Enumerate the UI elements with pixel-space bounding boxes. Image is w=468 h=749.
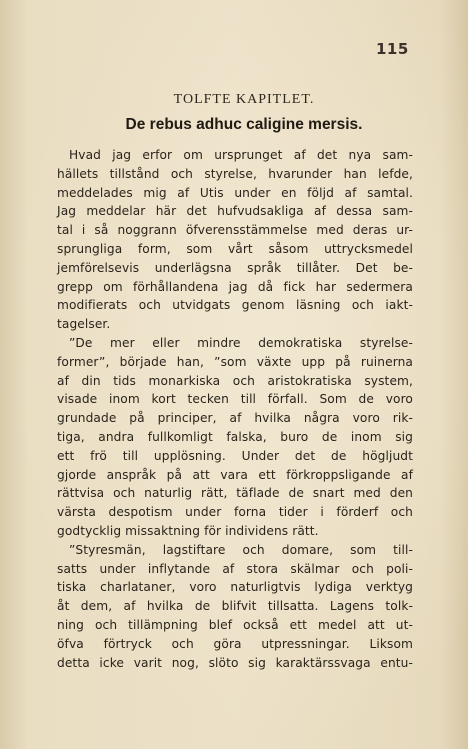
- text-line: tagelser.: [57, 317, 111, 332]
- chapter-title: De rebus adhuc caligine mersis.: [125, 116, 363, 133]
- text-line: ”Styresmän, lagstiftare och domare, som till-: [69, 542, 413, 557]
- text-line: grundade på principer, af hvilka några voro rik-: [57, 411, 413, 426]
- text-line: tal i så noggrann öfverensstämmelse med deras ur-: [57, 223, 413, 238]
- text-line: ”De mer eller mindre demokratiska styrelse-: [69, 335, 413, 350]
- text-line: värsta despotism under forna tider i förderf och: [57, 505, 413, 520]
- text-line: satts under inflytande af stora skälmar och poli-: [57, 561, 413, 576]
- text-line: gjorde anspråk på att vara ett förkroppsligande af: [57, 467, 413, 482]
- text-line: visade inom kort tecken till förfall. Som de voro: [57, 392, 413, 407]
- text-line: hällets tillstånd och styrelse, hvarunder han lefde,: [57, 166, 413, 181]
- text-line: Jag meddelar här det hufvudsakliga af dessa sam-: [57, 204, 413, 219]
- text-line: af din tids monarkiska och aristokratiska system,: [57, 373, 413, 388]
- text-line: öfva förtryck och göra utpressningar. Liksom: [57, 636, 413, 651]
- text-line: tiska charlataner, voro naturligtvis lydiga verktyg: [57, 580, 413, 595]
- text-line: åt dem, af hvilka de blifvit tillsatta. Lagens tolk-: [57, 599, 413, 614]
- text-line: ning och tillämpning blef också ett medel att ut-: [57, 617, 413, 632]
- text-line: modifierats och utvidgats genom läsning och iakt-: [57, 298, 413, 313]
- text-line: detta icke varit nog, slöto sig karaktärssvaga entu-: [57, 655, 413, 670]
- text-line: tiga, andra fullkomligt falska, buro de inom sig: [57, 429, 413, 444]
- text-line: grepp om förhållandena jag då fick har sedermera: [57, 279, 413, 294]
- text-line: ett frö till upplösning. Under det de högljudt: [57, 448, 413, 463]
- text-line: sprungliga form, som vårt såsom uttrycksmedel: [57, 241, 413, 256]
- text-line: former”, började han, ”som växte upp på ruinerna: [57, 354, 413, 369]
- chapter-label: TOLFTE KAPITLET.: [173, 92, 315, 107]
- body-text: [57, 146, 413, 672]
- text-line: godtycklig missaktning för individens rätt.: [57, 523, 319, 538]
- text-line: rättvisa och naturlig rätt, täflade de snart med den: [57, 486, 413, 501]
- page-number: 115: [376, 40, 409, 58]
- text-line: meddelades mig af Utis under en följd af samtal.: [57, 185, 413, 200]
- text-line: Hvad jag erfor om ursprunget af det nya sam-: [69, 148, 413, 162]
- text-line: jemförelsevis underlägsna språk tillåter. Det be-: [57, 260, 413, 275]
